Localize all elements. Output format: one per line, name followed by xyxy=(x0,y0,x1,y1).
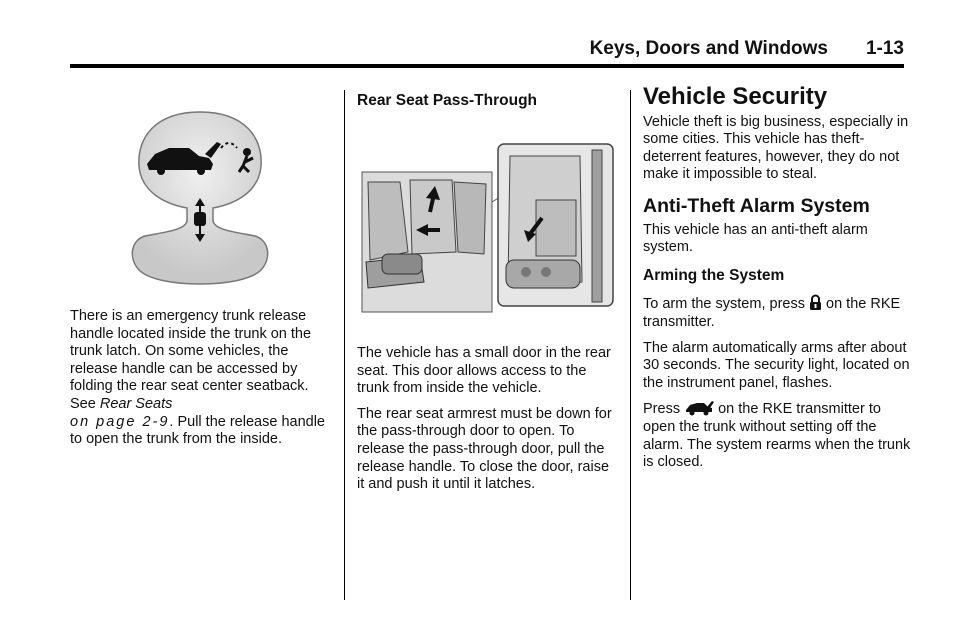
alarm-auto-arm-paragraph: The alarm automatically arms after about 30 seconds. The security light, located on the instrument panel, flashes. xyxy=(643,339,910,391)
col1-text-after: . Pull the release handle to open the trunk from the inside. xyxy=(70,413,325,448)
rear-seat-drawing xyxy=(362,172,492,312)
column-divider-left xyxy=(344,90,345,600)
arming-text-a: To arm the system, press xyxy=(643,296,809,313)
arming-text-b: on the RKE transmitter. xyxy=(643,296,901,330)
section-title: Keys, Doors and Windows xyxy=(589,38,828,59)
anti-theft-alarm-paragraph: This vehicle has an anti-theft alarm system. xyxy=(643,221,868,256)
trunk-release-icon xyxy=(684,400,714,416)
page-header xyxy=(70,38,904,64)
cross-reference-page[interactable]: on page 2-9 xyxy=(70,413,170,430)
cross-reference-title[interactable]: Rear Seats xyxy=(99,395,173,412)
lock-icon xyxy=(809,294,822,311)
arming-paragraph xyxy=(643,294,911,331)
vehicle-security-paragraph: Vehicle theft is big business, especially in some cities. This vehicle has theft-deterrent features, however, they do not make it impossible to steal. xyxy=(643,113,909,183)
vehicle-security-section xyxy=(643,83,911,480)
arming-the-system-heading: Arming the System xyxy=(643,266,785,284)
trunk-text-b: on the RKE transmitter to open the trunk without setting off the alarm. The system rearms when the trunk is closed. xyxy=(643,401,911,471)
page-number: 1-13 xyxy=(865,38,904,59)
rear-seat-pass-through-illustration xyxy=(360,142,615,318)
rear-seat-pass-through-heading: Rear Seat Pass-Through xyxy=(357,92,538,109)
trunk-release-paragraph xyxy=(643,400,911,471)
emergency-trunk-release-paragraph xyxy=(70,308,332,449)
header-rule xyxy=(70,64,904,68)
trunk-text-a: Press xyxy=(643,401,685,418)
trunk-release-handle-illustration xyxy=(125,108,275,293)
vehicle-security-heading: Vehicle Security xyxy=(643,83,828,110)
column-divider-right xyxy=(630,90,631,600)
col1-text-before: There is an emergency trunk release handle located inside the trunk on the trunk latch. On some vehicles, the release handle can be accessed by folding the rear seat center seatback. See xyxy=(70,308,312,412)
detail-inset xyxy=(492,144,613,306)
anti-theft-alarm-heading: Anti-Theft Alarm System xyxy=(643,194,870,217)
pass-through-paragraph-1: The vehicle has a small door in the rear seat. This door allows access to the trunk from inside the vehicle. xyxy=(357,345,611,397)
pass-through-description xyxy=(357,345,619,502)
pass-through-paragraph-2: The rear seat armrest must be down for the pass-through door to open. To release the pass-through door, pull the release handle. To close the door, raise it and push it until it latches. xyxy=(357,405,612,493)
